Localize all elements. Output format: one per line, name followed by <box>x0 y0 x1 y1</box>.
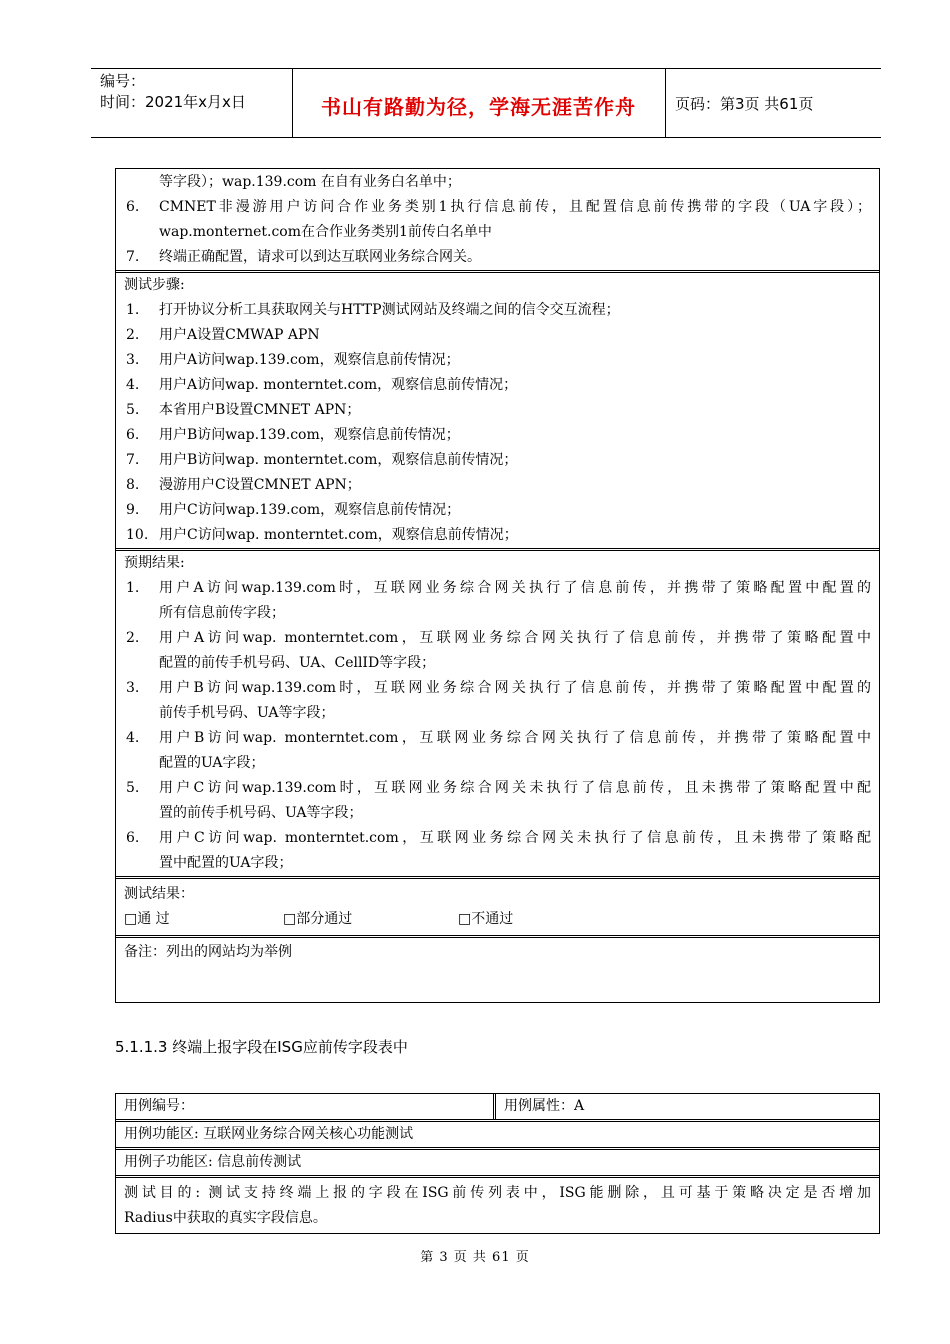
header-divider <box>665 69 666 137</box>
expected-item: 4. 用户B访问wap. monterntet.com，互联网业务综合网关执行了信息前传，并携带了策略配置中 配置的UA字段； <box>126 730 871 771</box>
purpose-line: Radius中获取的真实字段信息。 <box>124 1210 327 1226</box>
expected-item: 6. 用户C访问wap. monterntet.com，互联网业务综合网关未执行了信息前传，且未携带了策略配 置中配置的UA字段； <box>126 830 871 871</box>
step-item: 7. 用户B访问wap. monterntet.com，观察信息前传情况； <box>126 452 518 468</box>
precondition-text: 等字段）；wap.139.com 在自有业务白名单中； <box>159 174 461 190</box>
table-row <box>116 1122 879 1150</box>
header-meta <box>100 71 246 113</box>
precondition-item <box>124 245 871 270</box>
step-item: 8. 漫游用户C设置CMNET APN； <box>126 477 361 493</box>
function-area-cell: 用例功能区: 互联网业务综合网关核心功能测试 <box>124 1126 414 1142</box>
result-options <box>124 907 871 932</box>
expected-title: 预期结果: <box>124 555 185 571</box>
step-item: 9. 用户C访问wap.139.com，观察信息前传情况； <box>126 502 461 518</box>
expected-item: 2. 用户A访问wap. monterntet.com，互联网业务综合网关执行了信息前传，并携带了策略配置中 配置的前传手机号码、UA、CellID等字段； <box>126 630 871 671</box>
doc-time-label: 时间：2021年x月x日 <box>100 93 246 111</box>
case-attr-cell: 用例属性：A <box>493 1094 879 1119</box>
precondition-item <box>124 195 871 245</box>
section-heading: 5.1.1.3 终端上报字段在ISG应前传字段表中 <box>115 1038 408 1056</box>
sub-function-area-cell: 用例子功能区: 信息前传测试 <box>124 1154 302 1170</box>
precondition-number: 6. <box>126 199 140 215</box>
step-item: 4. 用户A访问wap. monterntet.com，观察信息前传情况； <box>126 377 518 393</box>
case-id-cell: 用例编号： <box>124 1098 194 1114</box>
preconditions-section <box>116 169 879 273</box>
step-item: 3. 用户A访问wap.139.com，观察信息前传情况； <box>126 352 460 368</box>
test-case-table <box>115 168 880 1003</box>
test-case-info-table <box>115 1093 880 1234</box>
header-motto: 书山有路勤为径，学海无涯苦作舟 <box>321 95 636 119</box>
step-item: 10. 用户C访问wap. monterntet.com，观察信息前传情况； <box>126 527 518 543</box>
steps-section <box>116 273 879 551</box>
expected-section <box>116 551 879 879</box>
page-header <box>91 68 881 138</box>
step-item: 5. 本省用户B设置CMNET APN； <box>126 402 361 418</box>
table-row <box>116 1094 879 1122</box>
purpose-line: 测试目的: 测试支持终端上报的字段在ISG前传列表中，ISG能删除，且可基于策略决定是否增加 <box>124 1185 871 1201</box>
remark-section <box>116 938 879 1002</box>
doc-code-label: 编号： <box>100 72 146 90</box>
expected-item: 1. 用户A访问wap.139.com时，互联网业务综合网关执行了信息前传，并携带了策略配置中配置的 所有信息前传字段； <box>126 580 871 621</box>
expected-item: 3. 用户B访问wap.139.com时，互联网业务综合网关执行了信息前传，并携带了策略配置中配置的 前传手机号码、UA等字段； <box>126 680 871 721</box>
result-partial-checkbox[interactable]: □部分通过 <box>283 911 353 927</box>
expected-item: 5. 用户C访问wap.139.com时，互联网业务综合网关未执行了信息前传，且未携带了策略配置中配 置的前传手机号码、UA等字段； <box>126 780 871 821</box>
result-pass-checkbox[interactable]: □通 过 <box>124 911 170 927</box>
result-title: 测试结果： <box>124 886 194 902</box>
step-item: 6. 用户B访问wap.139.com，观察信息前传情况； <box>126 427 460 443</box>
purpose-cell <box>116 1181 879 1231</box>
table-row <box>116 1150 879 1178</box>
step-item: 2. 用户A设置CMWAP APN <box>126 327 320 343</box>
header-page-code: 页码：第3页 共61页 <box>675 95 814 113</box>
precondition-number: 7. <box>126 249 140 265</box>
precondition-text: CMNET非漫游用户访问合作业务类别1执行信息前传，且配置信息前传携带的字段（UA字段）； <box>159 199 871 215</box>
remark-text: 备注：列出的网站均为举例 <box>124 944 292 960</box>
precondition-text: 终端正确配置，请求可以到达互联网业务综合网关。 <box>159 249 481 265</box>
precondition-item <box>124 170 871 195</box>
step-item: 1. 打开协议分析工具获取网关与HTTP测试网站及终端之间的信令交互流程； <box>126 302 620 318</box>
result-fail-checkbox[interactable]: □不通过 <box>458 911 514 927</box>
result-section <box>116 879 879 938</box>
page-footer: 第 3 页 共 61 页 <box>420 1250 530 1265</box>
table-row <box>116 1178 879 1233</box>
precondition-text-cont: wap.monternet.com在合作业务类别1前传白名单中 <box>159 224 492 240</box>
steps-title: 测试步骤: <box>124 277 185 293</box>
